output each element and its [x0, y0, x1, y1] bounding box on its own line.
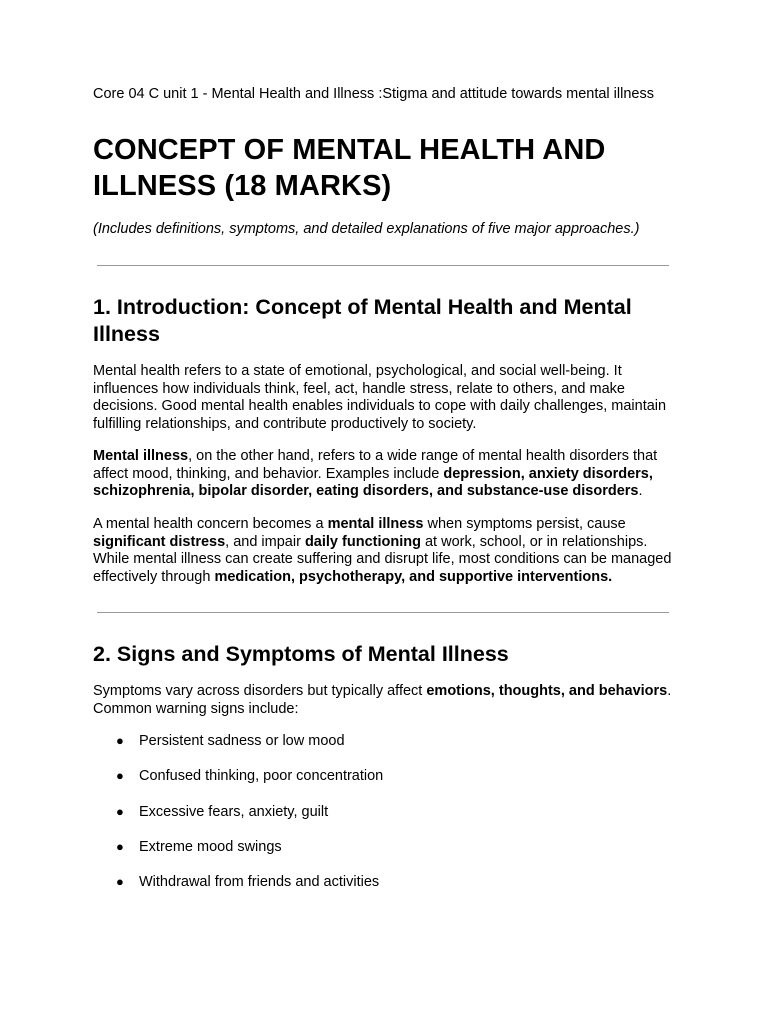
- bullet-icon: ●: [116, 838, 124, 854]
- section-1-heading: [93, 294, 632, 348]
- text-run: , and impair: [225, 533, 305, 550]
- title-line-2: ILLNESS (18 MARKS): [93, 170, 392, 202]
- text-run: . Common warning signs include:: [93, 683, 672, 717]
- bullet-icon: ●: [116, 803, 124, 819]
- text-run: at work, school, or in relationships. While mental illness can create suffering and disrupt life, most conditions can be managed effectively through: [93, 533, 672, 585]
- bold-text: mental illness: [327, 516, 424, 532]
- section-1-heading-line-2: Illness: [93, 322, 160, 346]
- section-1-paragraph-3: [93, 516, 683, 586]
- list-item-text: Confused thinking, poor concentration: [139, 768, 384, 785]
- text-run: Symptoms vary across disorders but typically affect: [93, 683, 427, 699]
- bullet-icon: ●: [116, 768, 124, 784]
- bold-text: Mental illness: [93, 448, 189, 464]
- section-2-heading: 2. Signs and Symptoms of Mental Illness: [93, 642, 509, 666]
- bold-text: medication, psychotherapy, and supportive interventions.: [214, 568, 613, 585]
- bold-text: depression, anxiety disorders, schizophrenia, bipolar disorder, eating disorders, and substance-use disorders: [93, 465, 653, 499]
- divider-1: [97, 265, 669, 266]
- title-line-1: CONCEPT OF MENTAL HEALTH AND: [93, 134, 606, 166]
- bold-text: emotions, thoughts, and behaviors: [426, 683, 668, 699]
- list-item-text: Extreme mood swings: [139, 838, 282, 855]
- divider-2: [97, 612, 669, 613]
- list-item-text: Persistent sadness or low mood: [139, 733, 345, 749]
- bold-text: significant distress: [93, 533, 226, 550]
- list-item-text: Excessive fears, anxiety, guilt: [139, 803, 329, 820]
- bold-text: daily functioning: [304, 533, 421, 550]
- document-title: [93, 132, 605, 204]
- text-run: A mental health concern becomes a: [93, 516, 328, 532]
- section-1-paragraph-1: Mental health refers to a state of emotional, psychological, and social well-being. It influences how individuals think, feel, act, handle stress, relate to others, and make decisions. Good mental health enables individuals to cope with daily challenges, maintain fulfilling relationships, and contribute productively to society.: [93, 363, 667, 432]
- text-run: , on the other hand, refers to a wide range of mental health disorders that affect mood, thinking, and behavior. Examples include: [93, 448, 658, 482]
- section-1-paragraph-2: [93, 448, 683, 501]
- document-note: (Includes definitions, symptoms, and detailed explanations of five major approaches.): [93, 221, 640, 237]
- list-item-text: Withdrawal from friends and activities: [139, 874, 380, 891]
- bullet-icon: ●: [116, 874, 124, 890]
- course-line: Core 04 C unit 1 - Mental Health and Illness :Stigma and attitude towards mental illness: [93, 86, 654, 102]
- section-2-intro: [93, 683, 683, 718]
- section-1-heading-line-1: 1. Introduction: Concept of Mental Health and Mental: [93, 295, 632, 319]
- bullet-icon: ●: [116, 733, 124, 748]
- text-run: when symptoms persist, cause: [423, 516, 626, 532]
- text-run: .: [638, 483, 643, 499]
